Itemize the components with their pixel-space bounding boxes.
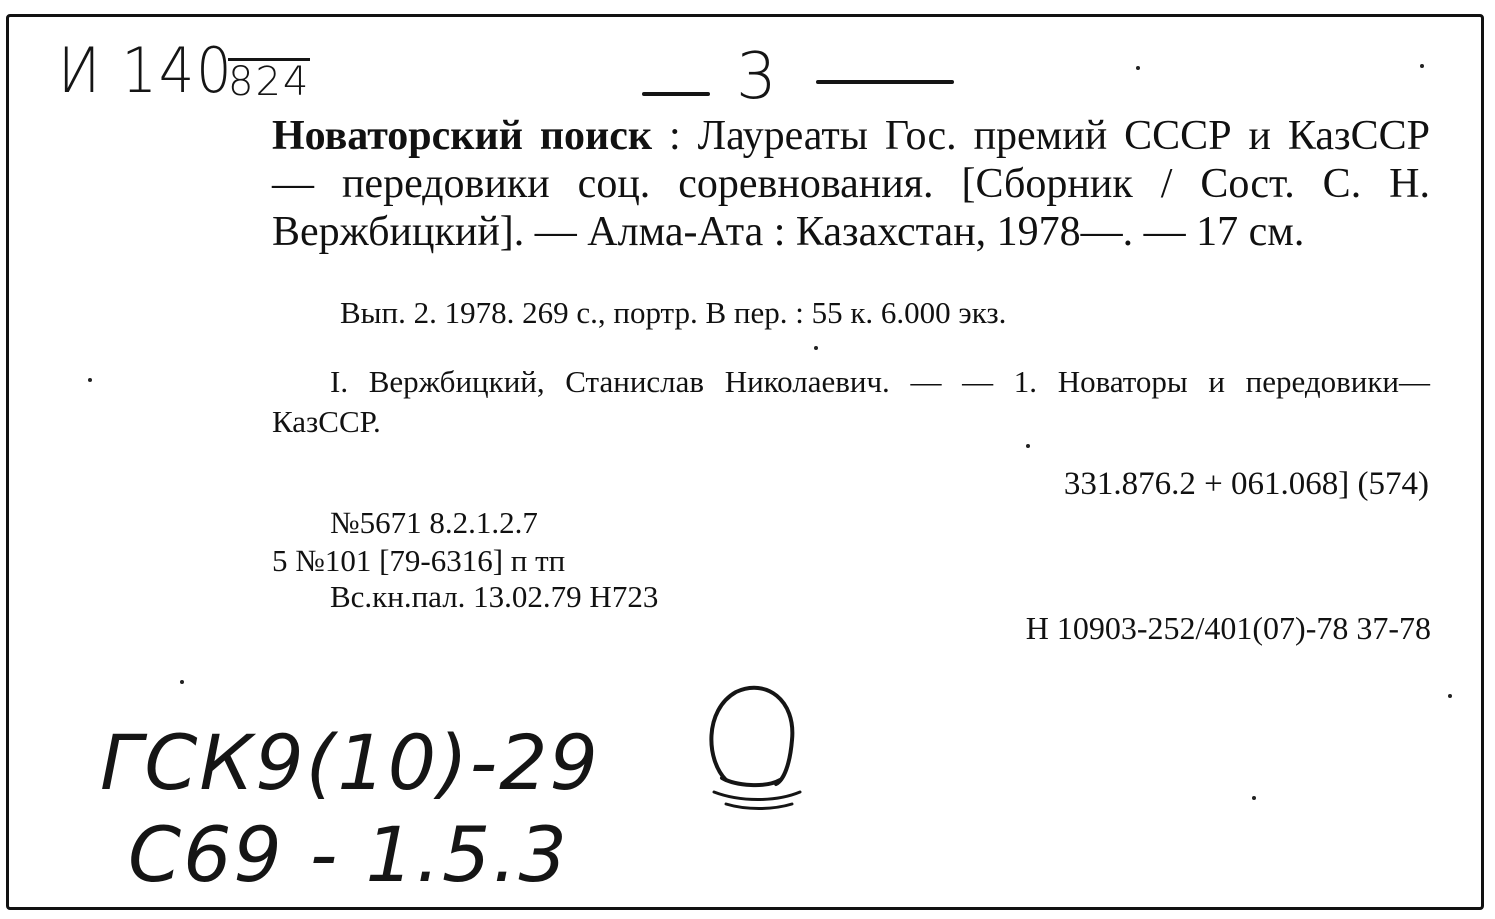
imprint-line: Вып. 2. 1978. 269 с., портр. В пер. : 55 к. 6.000 экз. — [340, 295, 1007, 330]
bibliographic-entry — [272, 112, 1430, 256]
ink-speck — [1026, 444, 1030, 448]
ink-speck — [1252, 796, 1256, 800]
inventory-subnumber: 824 — [228, 59, 311, 105]
dash-left — [642, 92, 710, 96]
title-description: : Лауреаты Гос. премий СССР и КазССР — передовики соц. соревнования. [Сборник / Сост. С. Н. Вержбицкий]. — Алма-Ата : Казахстан, 1978—. — 17 см. — [272, 113, 1430, 255]
dash-right — [816, 80, 954, 84]
ink-speck — [1448, 694, 1452, 698]
tech-line-1: №5671 8.2.1.2.7 — [330, 505, 538, 540]
title-heading: Новаторский поиск — [272, 113, 653, 159]
tech-line-3: Вс.кн.пал. 13.02.79 Н723 — [330, 579, 659, 614]
inventory-number: И 140 — [58, 34, 234, 107]
ink-speck — [814, 346, 818, 350]
udc-code: 331.876.2 + 061.068] (574) — [1063, 466, 1429, 502]
ink-speck — [88, 378, 92, 382]
ink-speck — [1420, 64, 1424, 68]
classification-code-2: С69 - 1.5.3 — [128, 810, 569, 899]
handwritten-circle-mark — [696, 680, 816, 820]
ink-speck — [1136, 66, 1140, 70]
classification-code-1: ГСК9(10)-29 — [100, 718, 600, 807]
tech-line-2: 5 №101 [79-6316] п тп — [272, 543, 566, 578]
copy-mark: 3 — [736, 40, 779, 114]
tracings: I. Вержбицкий, Станислав Николаевич. — — 1. Новаторы и передовики— КазССР. — [272, 364, 1430, 439]
price-code: Н 10903-252/401(07)-78 37-78 — [1025, 610, 1431, 646]
ink-speck — [180, 680, 184, 684]
